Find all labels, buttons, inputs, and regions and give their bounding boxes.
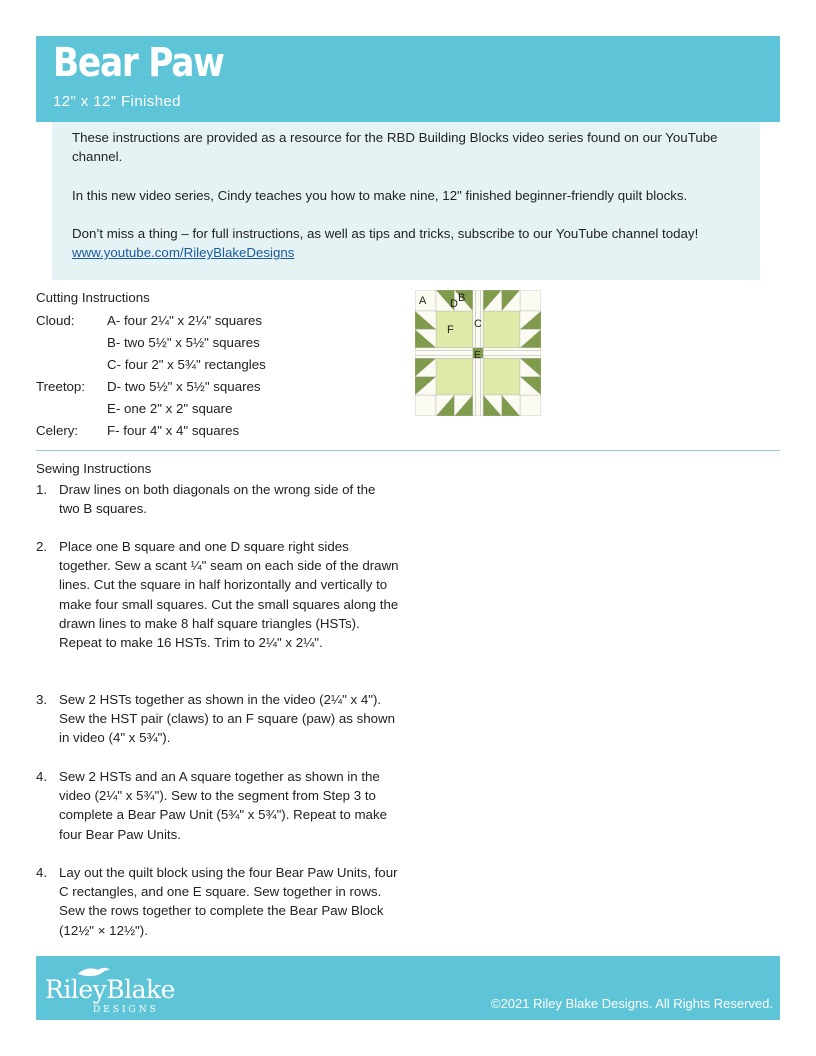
label-b: B: [458, 292, 466, 304]
cutting-item: C- four 2" x 5¾" rectangles: [107, 357, 266, 372]
label-e: E: [474, 350, 481, 361]
square-a: [520, 290, 541, 311]
square-f: [436, 311, 473, 348]
intro-paragraph-2: In this new video series, Cindy teaches you how to make nine, 12" finished beginner-friendly quilt blocks.: [72, 188, 688, 203]
brand-logo: RileyBlake: [45, 975, 175, 1004]
intro-paragraph-1: These instructions are provided as a resource for the RBD Building Blocks video series found on our YouTube channel.: [72, 130, 718, 164]
intro-paragraph-3-text: Don’t miss a thing – for full instructions, as well as tips and tricks, subscribe to our YouTube channel today!: [72, 226, 699, 241]
cutting-item: D- two 5½" x 5½" squares: [107, 379, 261, 394]
copyright-text: ©2021 Riley Blake Designs. All Rights Reserved.: [491, 996, 773, 1011]
page-subtitle: 12" x 12" Finished: [53, 93, 181, 110]
youtube-link[interactable]: www.youtube.com/RileyBlakeDesigns: [72, 245, 295, 260]
label-c: C: [474, 318, 482, 330]
step-text: Lay out the quilt block using the four Bear Paw Units, four C rectangles, and one E square. Sew together in rows. Sew the rows together to complete the Bear Paw Block (12½" × 12½").: [59, 865, 398, 938]
square-f: [483, 358, 520, 395]
label-d: D: [450, 298, 458, 310]
step-number: 3.: [36, 692, 48, 707]
cutting-item: F- four 4" x 4" squares: [107, 423, 240, 438]
intro-paragraph-3: [72, 224, 742, 262]
step-text: Place one B square and one D square right sides together. Sew a scant ¼" seam on each side of the drawn lines. Cut the square in half horizontally and vertically to make four small squares. Cut the small squares along the drawn lines to make 8 half square triangles (HSTs). Repeat to make 16 HSTs. Trim to 2¼" x 2¼".: [59, 539, 399, 651]
label-f: F: [447, 324, 454, 336]
sewing-title: Sewing Instructions: [36, 461, 152, 476]
square-a: [520, 395, 541, 416]
footer-banner: [36, 956, 780, 1020]
brand-logo-sub: DESIGNS: [93, 1005, 159, 1015]
step-text: Sew 2 HSTs and an A square together as shown in the video (2¼" x 5¾"). Sew to the segment from Step 3 to complete a Bear Paw Unit (5¾" x 5¾"). Repeat to make four Bear Paw Units.: [59, 769, 387, 842]
quilt-block-diagram: [415, 290, 541, 416]
label-a: A: [419, 295, 427, 307]
cutting-label: Cloud:: [36, 313, 75, 328]
step-number: 4.: [36, 865, 48, 880]
square-f: [436, 358, 473, 395]
cutting-label: Treetop:: [36, 379, 86, 394]
header-banner: [36, 36, 780, 122]
step-text: Draw lines on both diagonals on the wrong side of the two B squares.: [59, 482, 376, 517]
step-number: 4.: [36, 769, 48, 784]
cutting-title: Cutting Instructions: [36, 290, 150, 305]
step-number: 2.: [36, 539, 48, 554]
step-text: Sew 2 HSTs together as shown in the video (2¼" x 4"). Sew the HST pair (claws) to an F square (paw) as shown in video (4" x 5¾").: [59, 692, 396, 746]
cutting-item: E- one 2" x 2" square: [107, 401, 233, 416]
section-divider: [36, 450, 780, 451]
square-a: [415, 395, 436, 416]
cutting-label: Celery:: [36, 423, 79, 438]
intro-box: [52, 122, 760, 280]
cutting-item: B- two 5½" x 5½" squares: [107, 335, 260, 350]
step-number: 1.: [36, 482, 48, 497]
page-title: Bear Paw: [53, 40, 224, 86]
square-f: [483, 311, 520, 348]
cutting-item: A- four 2¼" x 2¼" squares: [107, 313, 263, 328]
